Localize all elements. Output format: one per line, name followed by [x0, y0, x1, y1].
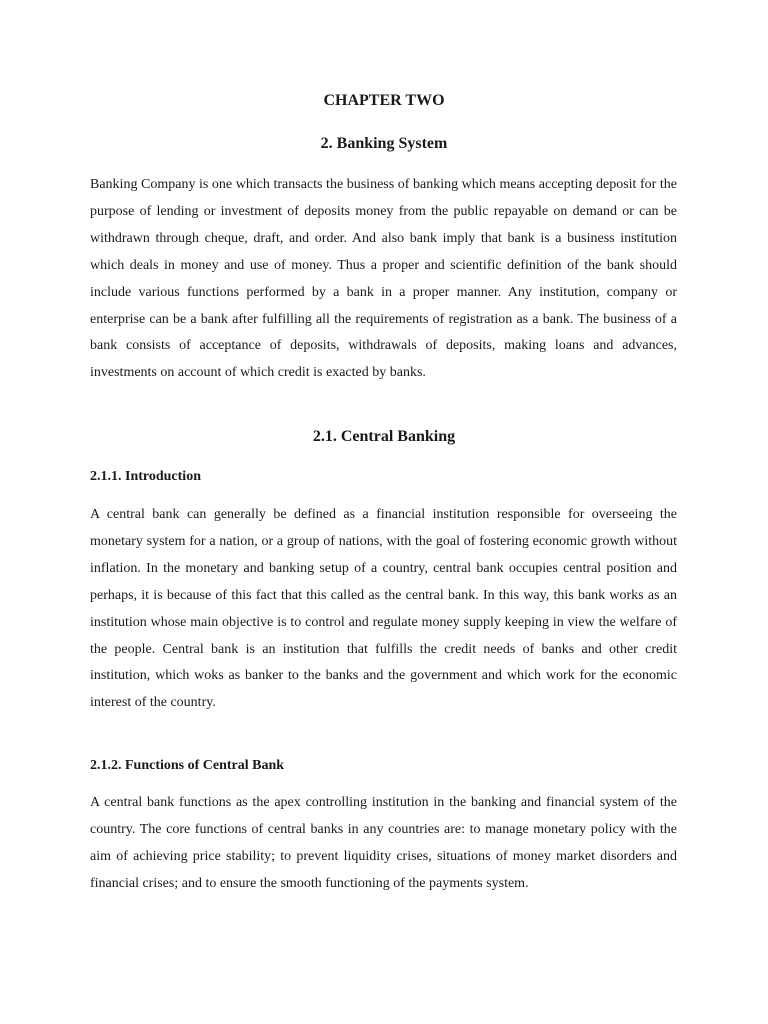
subsection-heading-introduction: 2.1.1. Introduction	[90, 469, 201, 484]
chapter-title: CHAPTER TWO	[323, 92, 445, 109]
section-title-central-banking: 2.1. Central Banking	[312, 428, 456, 445]
banking-system-paragraph: Banking Company is one which transacts the business of banking which means accepting deposit for the purpose of lending or investment of deposits money from the public repayable on demand or can be withdrawn through cheque, draft, and order. And also bank imply that bank is a business institution which deals in money and use of money. Thus a proper and scientific definition of the bank should include various functions performed by a bank in a proper manner. Any institution, company or enterprise can be a bank after fulfilling all the requirements of registration as a bank. The business of a bank consists of acceptance of deposits, withdrawals of deposits, making loans and advances, investments on account of which credit is exacted by banks.	[90, 177, 677, 381]
functions-paragraph: A central bank functions as the apex controlling institution in the banking and financial system of the country. The core functions of central banks in any countries are: to manage monetary policy with the aim of achieving price stability; to prevent liquidity crises, situations of money market disorders and financial crises; and to ensure the smooth functioning of the payments system.	[90, 795, 677, 891]
introduction-paragraph: A central bank can generally be defined as a financial institution responsible for overseeing the monetary system for a nation, or a group of nations, with the goal of fostering economic growth without inflation. In the monetary and banking setup of a country, central bank occupies central position and perhaps, it is because of this fact that this called as the central bank. In this way, this bank works as an institution whose main objective is to control and regulate money supply keeping in view the welfare of the people. Central bank is an institution that fulfills the credit needs of banks and other credit institution, which woks as banker to the banks and the government and which work for the economic interest of the country.	[90, 507, 677, 711]
section-title-banking-system: 2. Banking System	[320, 135, 448, 152]
subsection-heading-functions: 2.1.2. Functions of Central Bank	[90, 758, 285, 773]
